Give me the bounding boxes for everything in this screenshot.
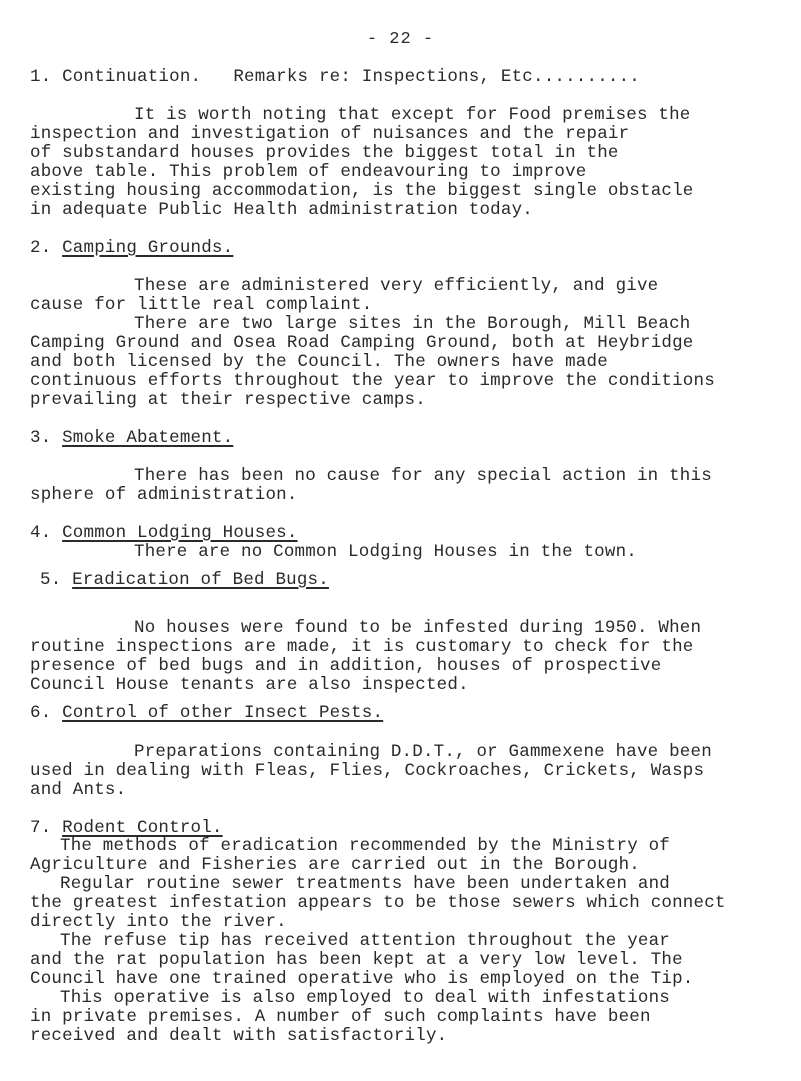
section-line: cause for little real complaint. [30,295,373,315]
section-line: This operative is also employed to deal with infestations [60,988,670,1008]
section-line: sphere of administration. [30,485,298,505]
section-line: Preparations containing D.D.T., or Gammexene have been [134,742,712,762]
continuation-heading [30,67,640,87]
section-line: and the rat population has been kept at a very low level. The [30,950,683,970]
section-line: routine inspections are made, it is customary to check for the [30,637,694,657]
section-number: 4. [30,523,52,543]
heading-text: Continuation. [62,67,202,87]
intro-line: existing housing accommodation, is the biggest single obstacle [30,181,694,201]
heading-rest: Remarks re: Inspections, Etc.......... [233,67,641,87]
section-line: Council have one trained operative who is employed on the Tip. [30,969,694,989]
section-line: directly into the river. [30,912,287,932]
section-line: No houses were found to be infested during 1950. When [134,618,702,638]
section-line: These are administered very efficiently, and give [134,276,659,296]
section-number: 2. [30,238,52,258]
section-title: Common Lodging Houses. [62,523,298,543]
intro-line: It is worth noting that except for Food premises the [134,105,691,125]
section-line: There has been no cause for any special action in this [134,466,712,486]
section-line: and both licensed by the Council. The owners have made [30,352,608,372]
section-title: Rodent Control. [62,818,223,838]
section-title: Control of other Insect Pests. [62,703,384,723]
intro-line: above table. This problem of endeavouring to improve [30,162,587,182]
section-line: in private premises. A number of such complaints have been [30,1007,651,1027]
section-line: presence of bed bugs and in addition, houses of prospective [30,656,662,676]
section-line: continuous efforts throughout the year to improve the conditions [30,371,715,391]
section-title: Smoke Abatement. [62,428,234,448]
section-title: Camping Grounds. [62,238,234,258]
section-line: Council House tenants are also inspected. [30,675,469,695]
section-line: The refuse tip has received attention throughout the year [60,931,670,951]
section-line: The methods of eradication recommended by the Ministry of [60,836,670,856]
intro-line: in adequate Public Health administration today. [30,200,533,220]
section-number: 6. [30,703,52,723]
section-heading-camping-grounds [30,238,233,258]
section-line: and Ants. [30,780,127,800]
section-title: Eradication of Bed Bugs. [72,570,329,590]
section-line: the greatest infestation appears to be those sewers which connect [30,893,726,913]
section-line: There are two large sites in the Borough, Mill Beach [134,314,691,334]
section-heading-control-of-other-insect-pests [30,703,383,723]
intro-line: of substandard houses provides the biggest total in the [30,143,619,163]
section-heading-smoke-abatement [30,428,233,448]
section-line: received and dealt with satisfactorily. [30,1026,448,1046]
section-line: Regular routine sewer treatments have been undertaken and [60,874,670,894]
section-number: 3. [30,428,52,448]
section-line: There are no Common Lodging Houses in the town. [134,542,637,562]
section-line: used in dealing with Fleas, Flies, Cockroaches, Crickets, Wasps [30,761,705,781]
section-line: Agriculture and Fisheries are carried out in the Borough. [30,855,640,875]
section-heading-rodent-control [30,818,223,838]
section-heading-common-lodging-houses [30,523,298,543]
section-number: 5. [40,570,62,590]
section-line: Camping Ground and Osea Road Camping Ground, both at Heybridge [30,333,694,353]
section-number: 7. [30,818,52,838]
section-heading-eradication-of-bed-bugs [40,570,329,590]
section-line: prevailing at their respective camps. [30,390,426,410]
page-number: - 22 - [366,30,435,49]
heading-number: 1. [30,67,52,87]
intro-line: inspection and investigation of nuisances and the repair [30,124,630,144]
